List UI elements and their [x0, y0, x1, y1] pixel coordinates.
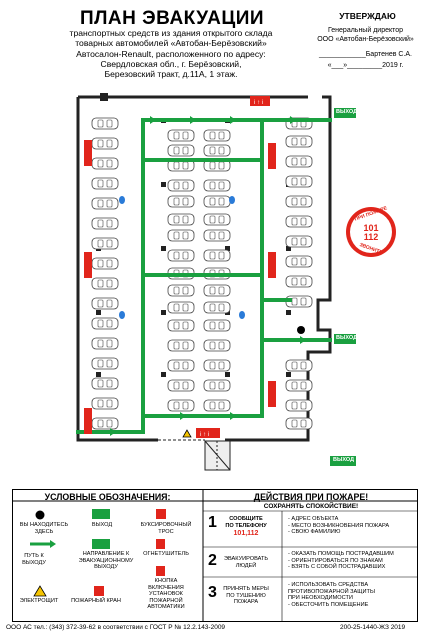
step-1-text: - АДРЕС ОБЪЕКТА - МЕСТО ВОЗНИКНОВЕНИЯ ПОЖАРА - СВОЮ ФАМИЛИЮ: [288, 516, 390, 535]
legend-hydrant: ПОЖАРНЫЙ КРАН: [71, 598, 121, 604]
fire-call-numbers: 101 112: [363, 223, 379, 242]
svg-text:i ↑ i: i ↑ i: [200, 432, 209, 438]
step-1-phone: 101,112: [233, 530, 259, 537]
approve-position: Генеральный директор: [327, 27, 404, 34]
footer-right: 200-25-1440-ЖЗ 2019: [340, 624, 406, 631]
step-2-label: ЭВАКУИРОВАТЬ ЛЮДЕЙ: [223, 556, 269, 569]
legend-exit-path: ПУТЬ К ВЫХОДУ: [22, 553, 46, 566]
fire-call-top: ПРИ ПОЖАРЕ: [353, 205, 389, 223]
approve-signature: ____________Бартенев С.А.: [319, 51, 412, 58]
legend-extinguisher: ОГНЕТУШИТЕЛЬ: [143, 551, 189, 557]
actions-calm: СОХРАНЯТЬ СПОКОЙСТВИЕ!: [263, 503, 359, 510]
step-2-number: 2: [208, 552, 217, 569]
footer-left: ООО АС тел.: (343) 372-39-62 в соответствии с ГОСТ Р № 12.2.143-2009: [6, 624, 226, 631]
step-1-number: 1: [208, 514, 217, 531]
legend-title: УСЛОВНЫЕ ОБОЗНАЧЕНИЯ:: [44, 492, 171, 502]
legend-button: КНОПКА ВКЛЮЧЕНИЯ УСТАНОВОК ПОЖАРНОЙ АВТОМАТИКИ: [147, 578, 185, 611]
legend-exit: ВЫХОД: [91, 522, 113, 528]
approve-heading: УТВЕРЖДАЮ: [339, 11, 396, 21]
legend-tow-rope: БУКСИРОВОЧНЫЙ ТРОС: [140, 522, 192, 535]
plan-title: ПЛАН ЭВАКУАЦИИ: [79, 8, 265, 29]
step-1-label: СООБЩИТЕ ПО ТЕЛЕФОНУ: [225, 516, 267, 529]
plan-subtitle: транспортных средств из здания открытого склада товарных автомобилей «Автобан-Берёзовский» Автосалон-Renault, расположенного по адресу: Свердловская обл., г. Берёзовский, Березовский тракт, д.11А, 1 этаж.: [69, 28, 273, 80]
step-3-number: 3: [208, 584, 217, 601]
exit-sign-bottom: ВЫХОД: [333, 457, 355, 463]
fire-call-bottom: ЗВОНИТЬ: [358, 242, 384, 256]
exit-signs: [330, 108, 356, 466]
you-are-here-marker: [297, 326, 305, 334]
step-2-text: - ОКАЗАТЬ ПОМОЩЬ ПОСТРАДАВШИМ - ОРИЕНТИРОВАТЬСЯ ПО ЗНАКАМ - ВЗЯТЬ С СОБОЙ ПОСТРАДАВШИХ: [288, 551, 394, 570]
exit-sign-mid: ВЫХОД: [336, 335, 358, 341]
exit-sign-top: ВЫХОД: [336, 109, 358, 115]
actions-title: ДЕЙСТВИЯ ПРИ ПОЖАРЕ!: [253, 492, 369, 502]
svg-text:i ↑ i: i ↑ i: [254, 100, 263, 106]
legend-you-are-here: ВЫ НАХОДИТЕСЬ ЗДЕСЬ: [19, 522, 69, 535]
legend-direction: НАПРАВЛЕНИЕ К ЭВАКУАЦИОННОМУ ВЫХОДУ: [78, 551, 134, 571]
entrance-ramp: [205, 441, 230, 470]
approve-date: «___»_________2019 г.: [327, 62, 404, 69]
approve-company: ООО «Автобан-Берёзовский»: [317, 36, 414, 43]
step-3-label: ПРИНЯТЬ МЕРЫ ПО ТУШЕНИЮ ПОЖАРА: [223, 586, 269, 605]
legend-electric-panel: ЭЛЕКТРОЩИТ: [19, 598, 59, 604]
electric-panel-marker: [183, 430, 191, 437]
step-3-text: - ИСПОЛЬЗОВАТЬ СРЕДСТВА ПРОТИВОПОЖАРНОЙ ЗАЩИТЫ ПРИ НЕОБХОДИМОСТИ - ОБЕСТОЧИТЬ ПОМЕЩЕНИЕ: [288, 582, 375, 608]
